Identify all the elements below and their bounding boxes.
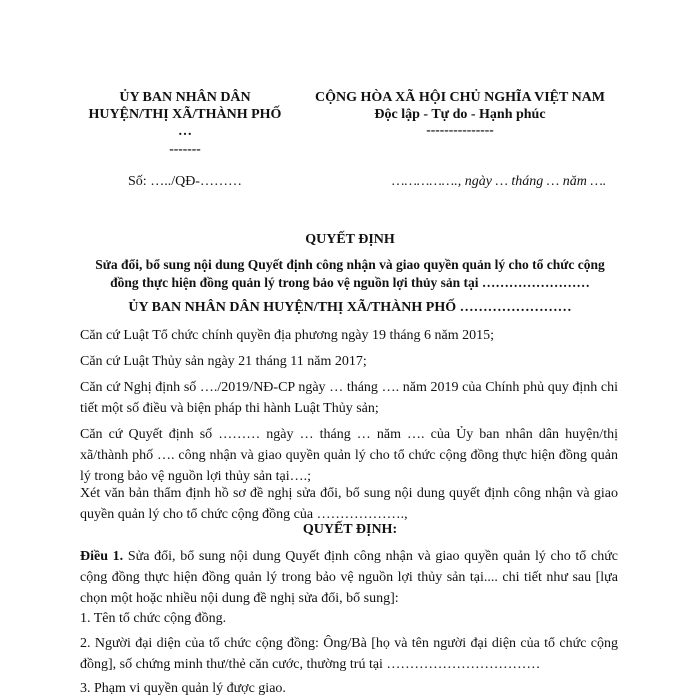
basis-item: Căn cứ Luật Tổ chức chính quyền địa phương ngày 19 tháng 6 năm 2015; bbox=[80, 328, 495, 343]
decision-heading: QUYẾT ĐỊNH: bbox=[302, 522, 398, 537]
nation-rule: --------------- bbox=[426, 122, 494, 137]
list-item: 3. Phạm vi quyền quản lý được giao. bbox=[80, 681, 286, 696]
issuer-line-1: ỦY BAN NHÂN DÂN bbox=[119, 90, 251, 105]
nation-motto: Độc lập - Tự do - Hạnh phúc bbox=[374, 107, 546, 122]
list-item: 2. Người đại diện của tổ chức cộng đồng: Ông/Bà [họ và tên người đại diện của tổ chức cộng đồng], số chứng minh thư/thẻ căn cước, thường trú tại …………………………… bbox=[80, 636, 618, 672]
authority-heading: ỦY BAN NHÂN DÂN HUYỆN/THỊ XÃ/THÀNH PHỐ …………………… bbox=[128, 300, 572, 315]
article-1-label: Điều 1. bbox=[80, 549, 124, 564]
document-title: QUYẾT ĐỊNH bbox=[305, 232, 395, 247]
subtitle-line-1: Sửa đổi, bổ sung nội dung Quyết định công nhận và giao quyền quản lý cho tổ chức cộng bbox=[95, 257, 605, 272]
basis-item: Căn cứ Nghị định số …./2019/NĐ-CP ngày … tháng …. năm 2019 của Chính phủ quy định chi tiết một số điều và biện pháp thi hành Luật Thủy sản; bbox=[80, 380, 618, 416]
document-number: Số: …../QĐ-……… bbox=[128, 174, 242, 189]
issuer-rule: ------- bbox=[169, 141, 201, 156]
article-1 bbox=[80, 546, 618, 609]
issuer-line-3: … bbox=[178, 124, 192, 139]
article-1-text: Sửa đổi, bổ sung nội dung Quyết định công nhận và giao quyền quản lý cho tổ chức cộng đồng thực hiện đồng quản lý trong bảo vệ nguồn lợi thủy sản tại.... chi tiết như sau [lựa chọn một hoặc nhiều nội dung đề nghị sửa đổi, bổ sung]: bbox=[80, 549, 619, 606]
issuer-line-2: HUYỆN/THỊ XÃ/THÀNH PHỐ bbox=[88, 107, 282, 122]
nation-title: CỘNG HÒA XÃ HỘI CHỦ NGHĨA VIỆT NAM bbox=[314, 90, 605, 105]
basis-item: Căn cứ Quyết định số ……… ngày … tháng … năm …. của Ủy ban nhân dân huyện/thị xã/thành phố …. công nhận và giao quyền quản lý cho tổ chức cộng đồng thực hiện đồng quản lý trong bảo vệ nguồn lợi thủy sản tại….; bbox=[80, 427, 618, 484]
basis-item: Căn cứ Luật Thủy sản ngày 21 tháng 11 năm 2017; bbox=[80, 354, 367, 369]
consideration-item: Xét văn bản thẩm định hồ sơ đề nghị sửa đổi, bổ sung nội dung quyết định công nhận và giao quyền quản lý cho tổ chức cộng đồng của ………………., bbox=[80, 486, 618, 522]
place-date: ……………., ngày … tháng … năm …. bbox=[392, 174, 607, 189]
subtitle-line-2: đồng thực hiện đồng quản lý trong bảo vệ nguồn lợi thủy sản tại …………………… bbox=[110, 275, 590, 290]
list-item: 1. Tên tổ chức cộng đồng. bbox=[80, 611, 227, 626]
